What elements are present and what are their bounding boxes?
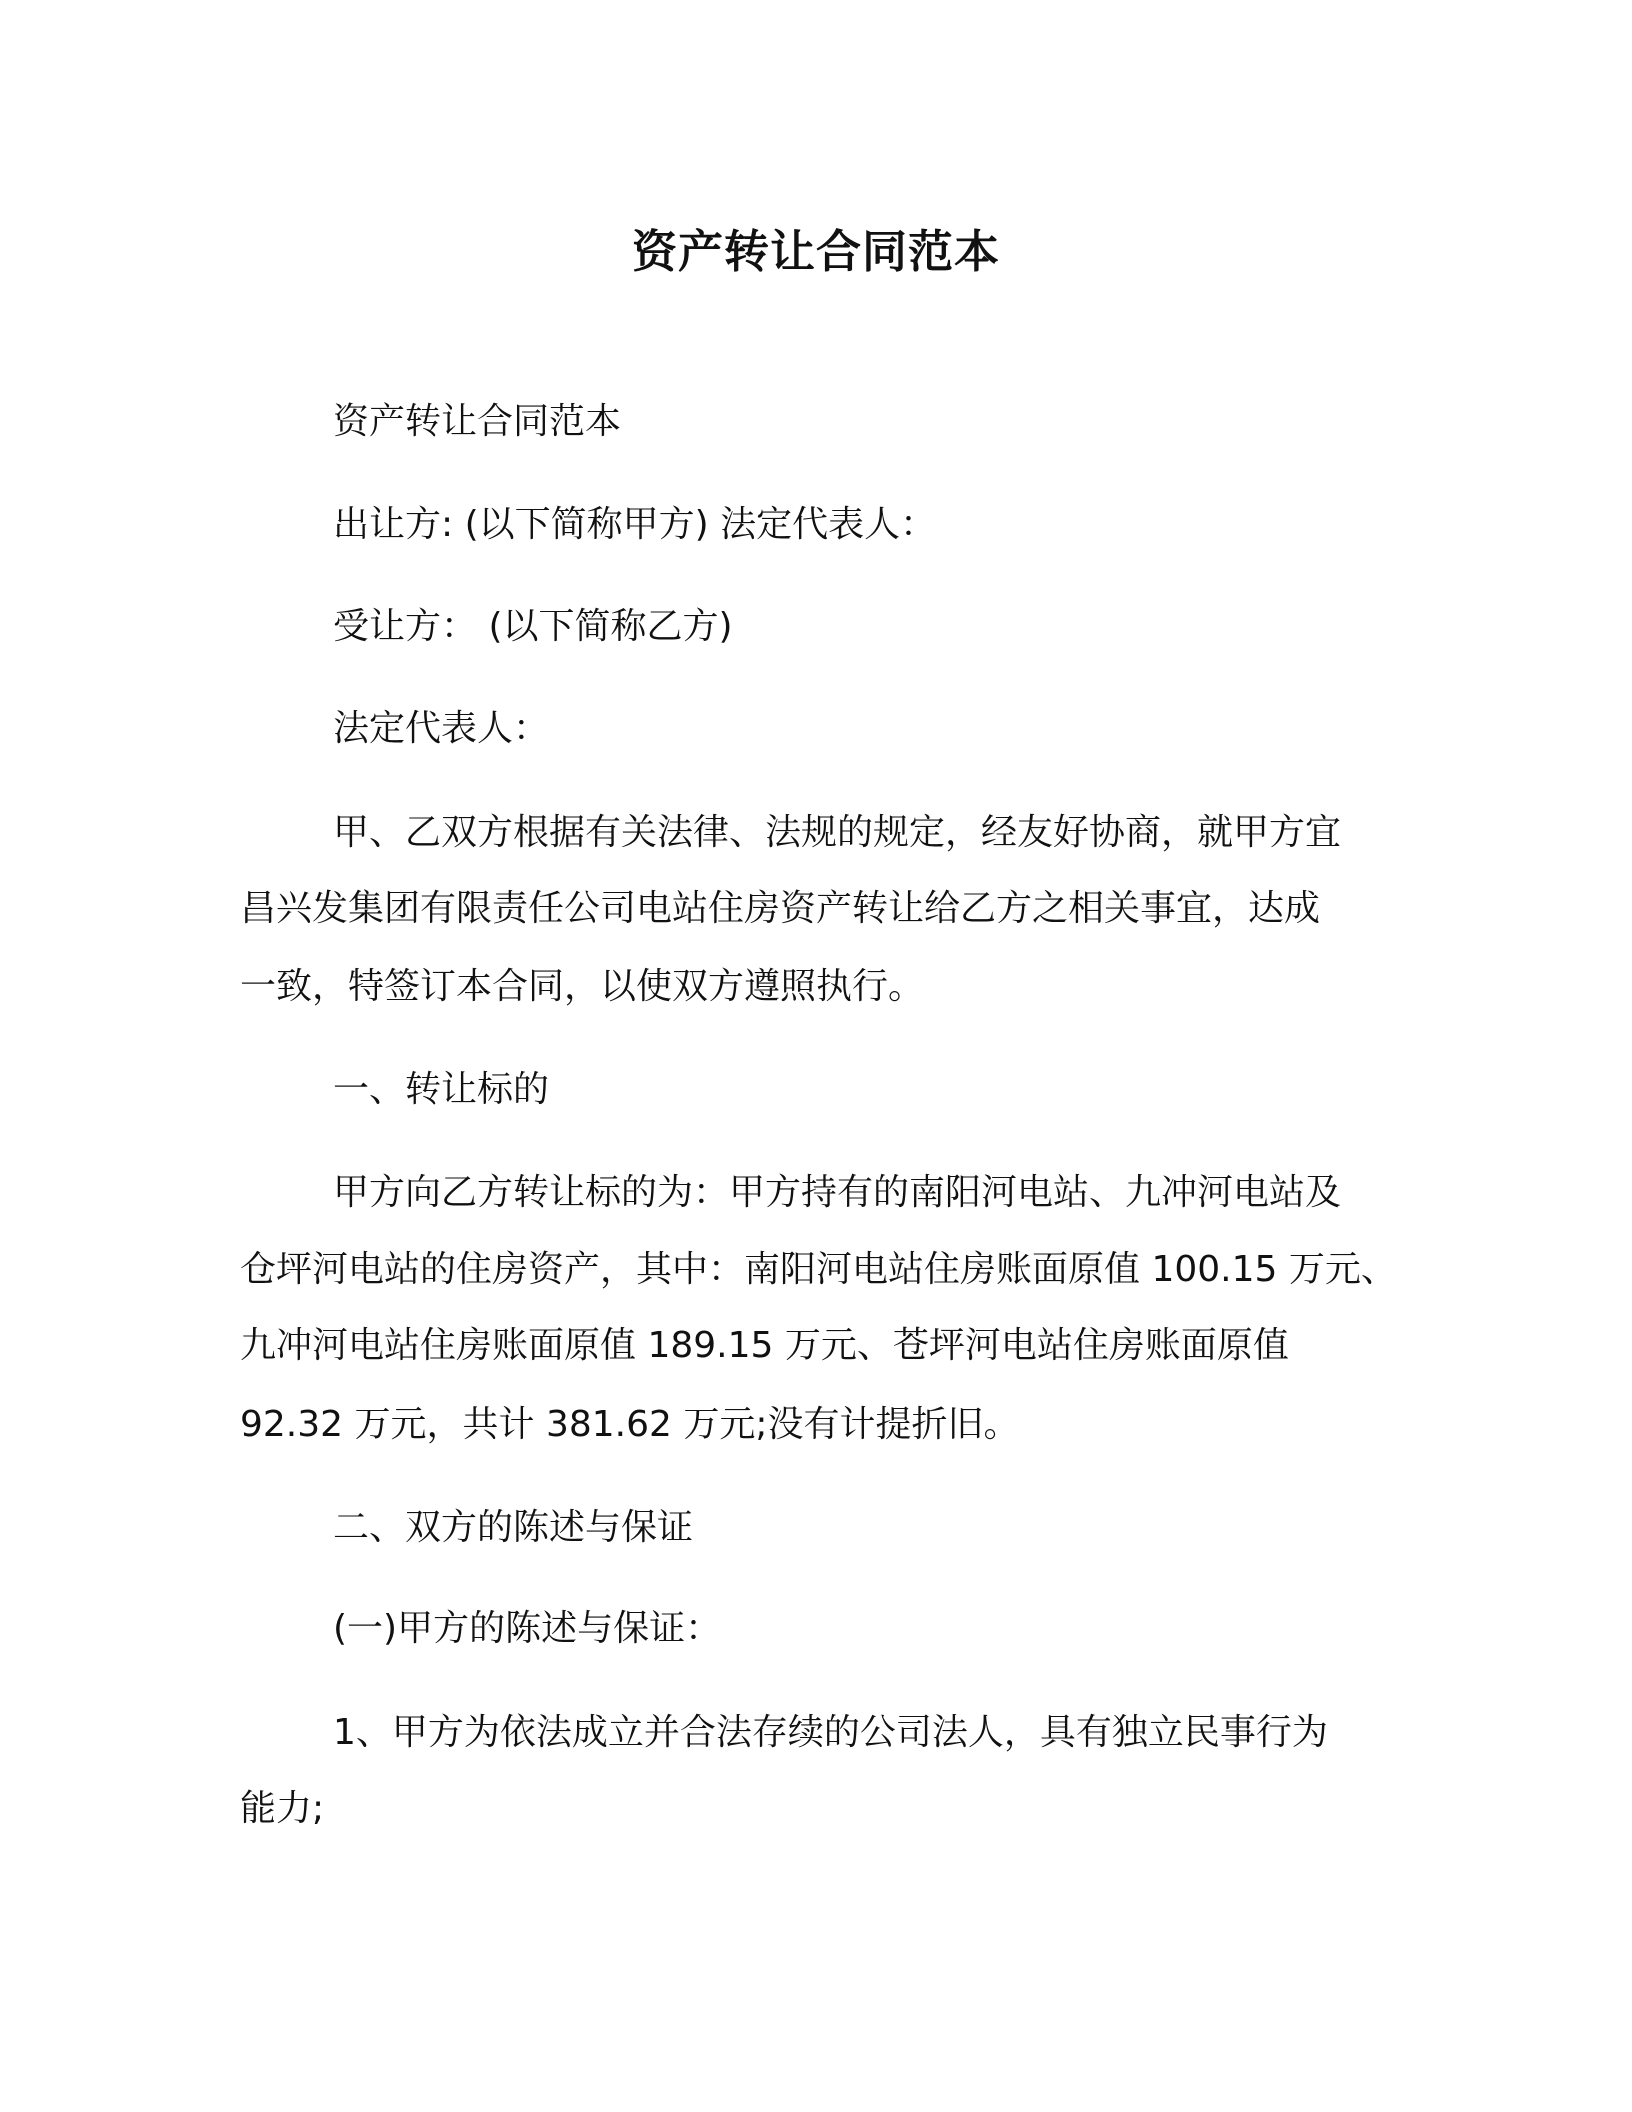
legal-rep-line: 法定代表人： [333,708,550,749]
intro-paragraph-line-1: 甲、乙双方根据有关法律、法规的规定，经友好协商，就甲方宜 [333,812,1342,853]
party-b-line: 受让方： (以下简称乙方) [333,606,733,647]
clause-1-line-1: 1、甲方为依法成立并合法存续的公司法人，具有独立民事行为 [333,1712,1328,1753]
clause-1-line-2: 能力; [240,1788,325,1829]
doc-heading-line: 资产转让合同范本 [333,401,622,442]
intro-paragraph-line-2: 昌兴发集团有限责任公司电站住房资产转让给乙方之相关事宜，达成 [240,888,1321,929]
document-title: 资产转让合同范本 [631,225,1000,278]
party-a-line: 出让方: (以下简称甲方) 法定代表人： [333,504,937,545]
section-1-line-2: 仓坪河电站的住房资产，其中：南阳河电站住房账面原值 100.15 万元、 [240,1249,1397,1290]
section-1-line-4: 92.32 万元，共计 381.62 万元;没有计提折旧。 [240,1404,1020,1445]
section-2-heading: 二、双方的陈述与保证 [333,1507,694,1548]
section-1-line-1: 甲方向乙方转让标的为：甲方持有的南阳河电站、九冲河电站及 [333,1172,1342,1213]
section-1-line-3: 九冲河电站住房账面原值 189.15 万元、苍坪河电站住房账面原值 [240,1325,1289,1366]
subsection-1-heading: (一)甲方的陈述与保证： [333,1608,722,1649]
intro-paragraph-line-3: 一致，特签订本合同，以使双方遵照执行。 [240,966,925,1007]
section-1-heading: 一、转让标的 [333,1069,550,1110]
